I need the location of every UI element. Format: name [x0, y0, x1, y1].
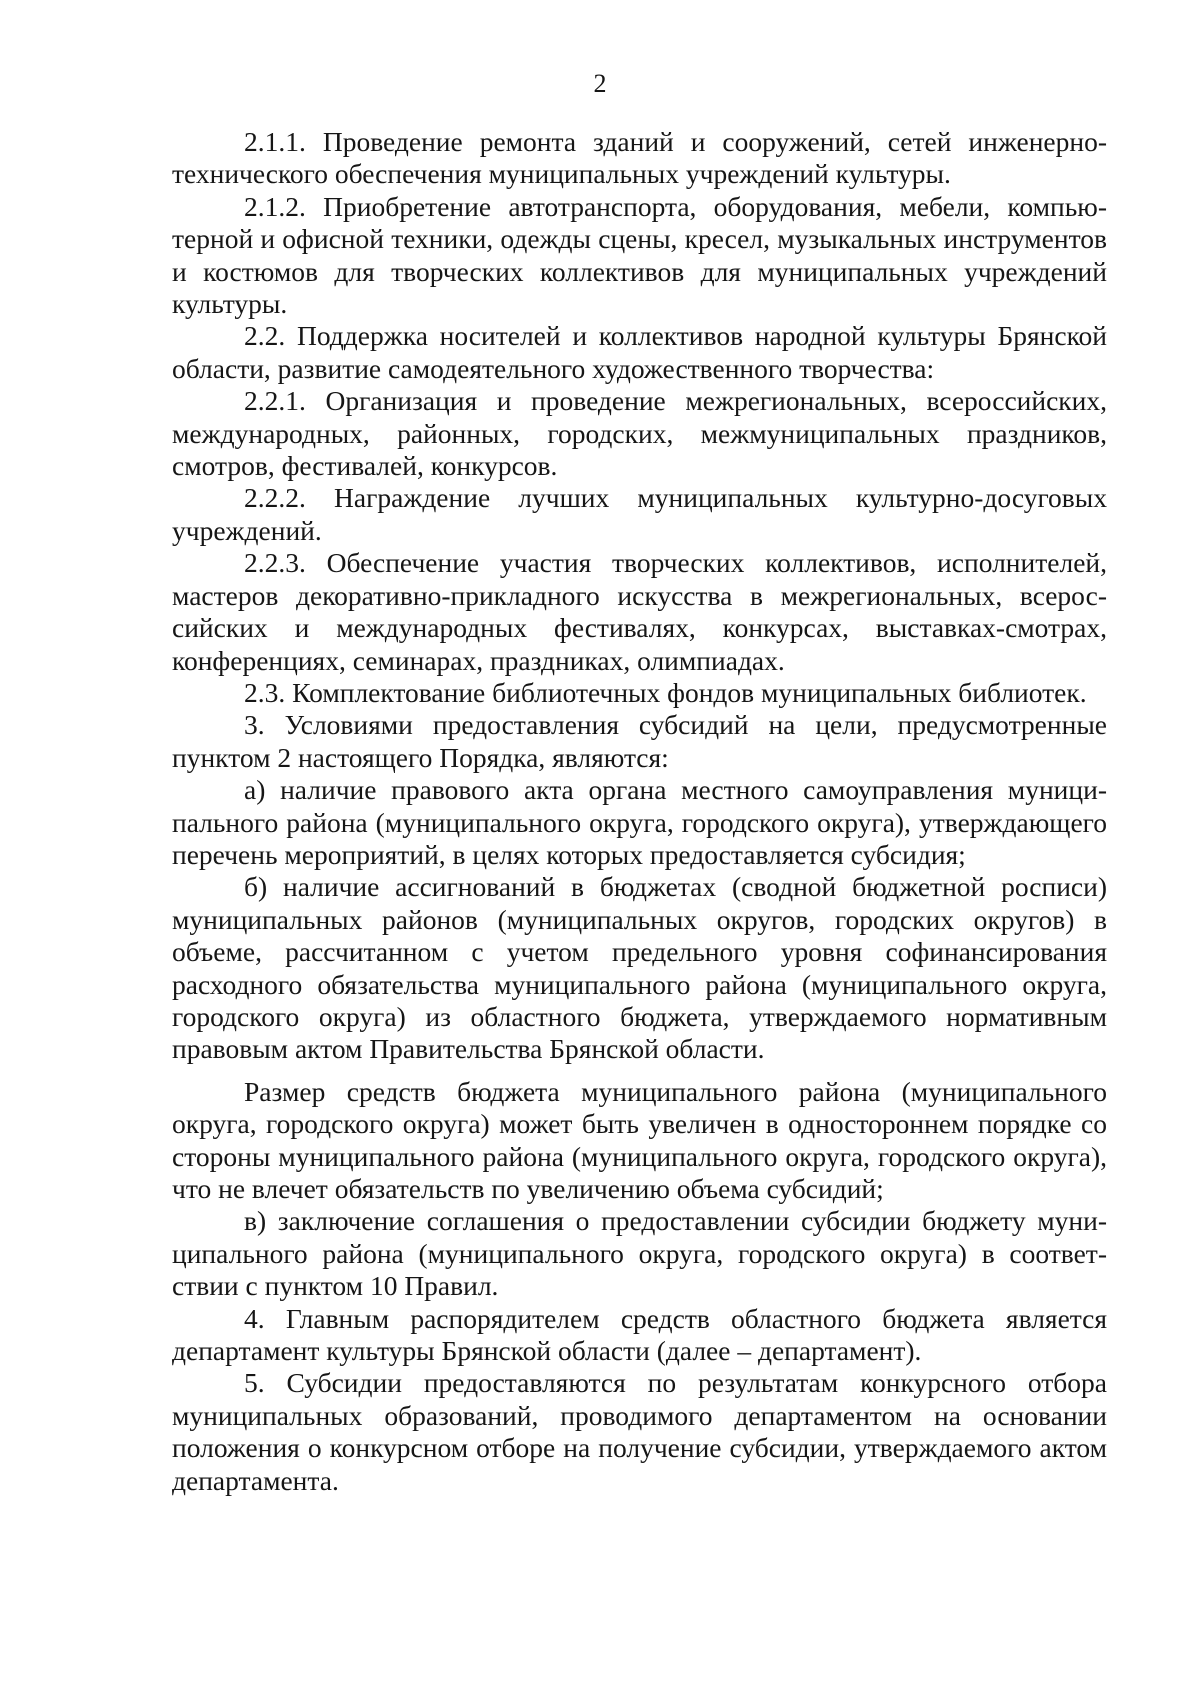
paragraph-5: 5. Субсидии предоставляются по результатам конкурсного отбора муниципальных образований, проводимого департаментом на основании положения о конкурсном отборе на получение субсидии, утверждаемого актом департамента.	[172, 1367, 1107, 1496]
paragraph-2-2: 2.2. Поддержка носителей и коллективов народной культуры Брянской области, развитие самодеятельного художественного творчества:	[172, 320, 1107, 384]
paragraph-4: 4. Главным распорядителем средств областного бюджета является департамент культуры Брянской области (далее – департамент).	[172, 1302, 1107, 1367]
page-number: 2	[593, 69, 607, 98]
paragraph-3-a: а) наличие правового акта органа местного самоуправления муниципального района (муниципального округа, городского округа), утверждающего перечень мероприятий, в целях которых предоставляется субсидия;	[172, 774, 1107, 870]
paragraph-3-v: в) заключение соглашения о предоставлении субсидии бюджету муниципального района (муниципального округа, городского округа) в соответствии с пунктом 10 Правил.	[172, 1205, 1107, 1302]
document-body	[172, 126, 1107, 1497]
paragraph-2-2-1: 2.2.1. Организация и проведение межрегиональных, всероссийских, международных, районных, городских, межмуниципальных праздников, смотров, фестивалей, конкурсов.	[172, 385, 1107, 482]
paragraph-2-2-2: 2.2.2. Награждение лучших муниципальных культурно-досуговых учреждений.	[172, 482, 1107, 546]
paragraph-budget-size: Размер средств бюджета муниципального района (муниципального округа, городского округа) может быть увеличен в одностороннем порядке со стороны муниципального района (муниципального округа, городского округа), что не влечет обязательств по увеличению объема субсидий;	[172, 1075, 1107, 1204]
paragraph-2-2-3: 2.2.3. Обеспечение участия творческих коллективов, исполнителей, мастеров декоративно-прикладного искусства в межрегиональных, всероссийских и международных фестивалях, конкурсах, выставках-смотрах, конференциях, семинарах, праздниках, олимпиадах.	[172, 547, 1107, 676]
paragraph-2-1-1: 2.1.1. Проведение ремонта зданий и сооружений, сетей инженерно-технического обеспечения муниципальных учреждений культуры.	[172, 126, 1107, 190]
paragraph-2-1-2: 2.1.2. Приобретение автотранспорта, оборудования, мебели, компьютерной и офисной техники, одежды сцены, кресел, музыкальных инструментов и костюмов для творческих коллективов для муниципальных учреждений культуры.	[172, 190, 1107, 320]
paragraph-3-b: б) наличие ассигнований в бюджетах (сводной бюджетной росписи) муниципальных районов (муниципальных округов, городских округов) в объеме, рассчитанном с учетом предельного уровня софинансирования расходного обязательства муниципального района (муниципального округа, городского округа) из областного бюджета, утверждаемого нормативным правовым актом Правительства Брянской области.	[172, 871, 1107, 1065]
paragraph-3: 3. Условиями предоставления субсидий на цели, предусмотренные пунктом 2 настоящего Порядка, являются:	[172, 709, 1107, 773]
paragraph-2-3: 2.3. Комплектование библиотечных фондов муниципальных библиотек.	[244, 676, 1087, 708]
